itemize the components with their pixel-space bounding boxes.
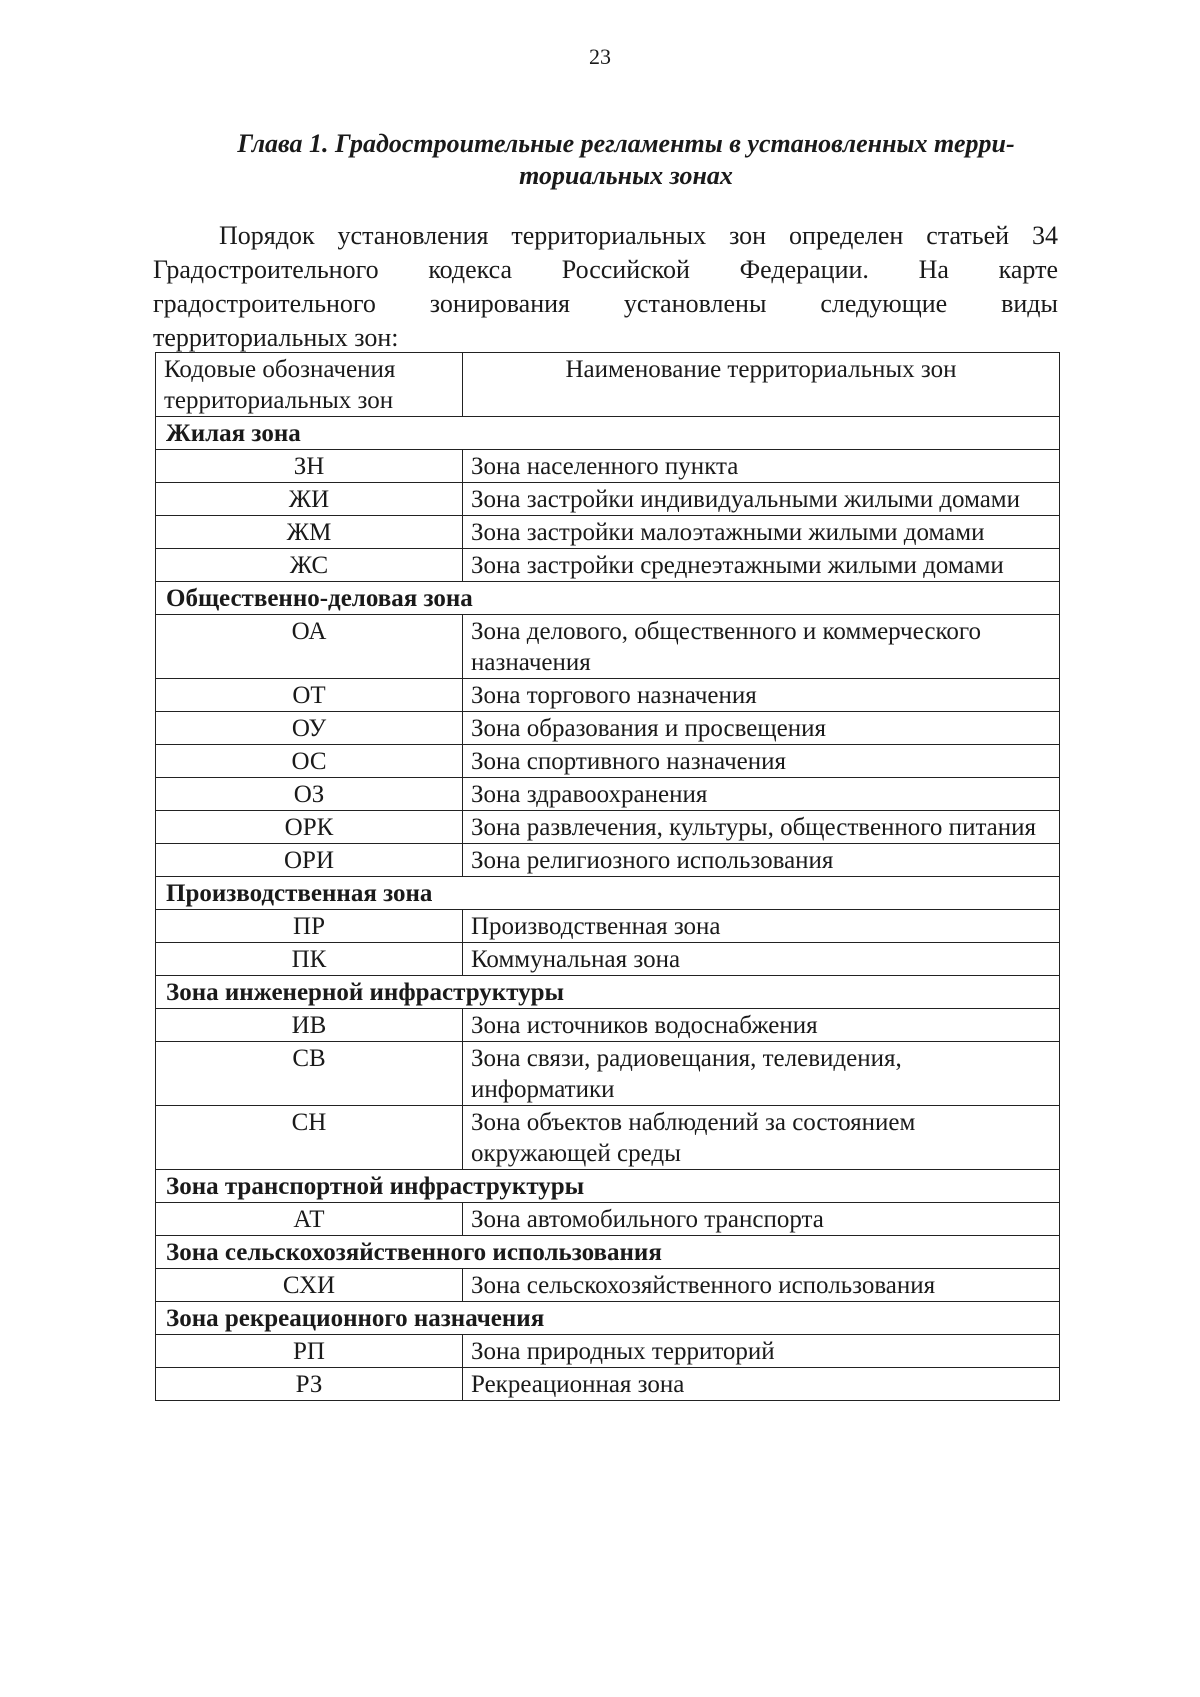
table-row bbox=[156, 943, 1060, 976]
zone-code: ОС bbox=[156, 745, 463, 778]
zone-name: Зона автомобильного транспорта bbox=[463, 1203, 1060, 1236]
table-row bbox=[156, 844, 1060, 877]
zones-table bbox=[155, 352, 1060, 1401]
header-name: Наименование территориальных зон bbox=[463, 353, 1060, 417]
zone-code: ПК bbox=[156, 943, 463, 976]
intro-paragraph: Порядок установления территориальных зон определен статьей 34 Градостроительного кодекса Российской Федерации. На карте градостроительного зонирования установлены следующие виды территориальных зон: bbox=[153, 221, 1058, 352]
chapter-title-line2: ториальных зонах bbox=[519, 161, 733, 190]
zone-name: Рекреационная зона bbox=[463, 1368, 1060, 1401]
zone-name: Зона спортивного назначения bbox=[463, 745, 1060, 778]
table-row bbox=[156, 483, 1060, 516]
zone-name: Зона образования и просвещения bbox=[463, 712, 1060, 745]
table-row bbox=[156, 1009, 1060, 1042]
zone-name: Зона застройки индивидуальными жилыми домами bbox=[463, 483, 1060, 516]
zone-code: СН bbox=[156, 1106, 463, 1170]
table-row bbox=[156, 615, 1060, 679]
table-row bbox=[156, 1203, 1060, 1236]
zone-name: Зона сельскохозяйственного использования bbox=[463, 1269, 1060, 1302]
zone-name: Зона застройки малоэтажными жилыми домами bbox=[463, 516, 1060, 549]
zone-code: ИВ bbox=[156, 1009, 463, 1042]
section-row bbox=[156, 1170, 1060, 1203]
zone-name: Зона объектов наблюдений за состоянием окружающей среды bbox=[463, 1106, 1060, 1170]
zone-code: АТ bbox=[156, 1203, 463, 1236]
table-row bbox=[156, 712, 1060, 745]
zone-name: Зона развлечения, культуры, общественного питания bbox=[463, 811, 1060, 844]
zone-code: ОРК bbox=[156, 811, 463, 844]
zones-table-body bbox=[156, 417, 1060, 1401]
section-title: Жилая зона bbox=[156, 417, 1060, 450]
table-row bbox=[156, 1335, 1060, 1368]
page-number: 23 bbox=[589, 44, 611, 69]
zone-code: ЖИ bbox=[156, 483, 463, 516]
section-row bbox=[156, 582, 1060, 615]
chapter-title-line1: Глава 1. Градостроительные регламенты в установленных терри- bbox=[237, 129, 1015, 158]
section-row bbox=[156, 417, 1060, 450]
zone-code: РП bbox=[156, 1335, 463, 1368]
zone-code: ПР bbox=[156, 910, 463, 943]
section-title: Зона сельскохозяйственного использования bbox=[156, 1236, 1060, 1269]
table-header-row bbox=[156, 353, 1060, 417]
zone-name: Производственная зона bbox=[463, 910, 1060, 943]
table-row bbox=[156, 745, 1060, 778]
zone-code: СВ bbox=[156, 1042, 463, 1106]
section-title: Зона инженерной инфраструктуры bbox=[156, 976, 1060, 1009]
section-row bbox=[156, 1302, 1060, 1335]
section-title: Общественно-деловая зона bbox=[156, 582, 1060, 615]
table-row bbox=[156, 1368, 1060, 1401]
section-title: Зона транспортной инфраструктуры bbox=[156, 1170, 1060, 1203]
table-row bbox=[156, 778, 1060, 811]
table-row bbox=[156, 1269, 1060, 1302]
chapter-title bbox=[196, 128, 1056, 192]
zone-code: ОУ bbox=[156, 712, 463, 745]
zone-code: СХИ bbox=[156, 1269, 463, 1302]
zone-code: ОЗ bbox=[156, 778, 463, 811]
zone-name: Зона населенного пункта bbox=[463, 450, 1060, 483]
zone-code: ЗН bbox=[156, 450, 463, 483]
table-row bbox=[156, 1042, 1060, 1106]
zone-name: Зона связи, радиовещания, телевидения, информатики bbox=[463, 1042, 1060, 1106]
section-title: Производственная зона bbox=[156, 877, 1060, 910]
section-row bbox=[156, 877, 1060, 910]
table-row bbox=[156, 679, 1060, 712]
zone-code: ОРИ bbox=[156, 844, 463, 877]
section-row bbox=[156, 976, 1060, 1009]
zone-name: Зона торгового назначения bbox=[463, 679, 1060, 712]
zone-name: Зона здравоохранения bbox=[463, 778, 1060, 811]
zone-name: Зона застройки среднеэтажными жилыми домами bbox=[463, 549, 1060, 582]
zone-code: РЗ bbox=[156, 1368, 463, 1401]
section-title: Зона рекреационного назначения bbox=[156, 1302, 1060, 1335]
zone-name: Зона природных территорий bbox=[463, 1335, 1060, 1368]
zone-code: ЖМ bbox=[156, 516, 463, 549]
section-row bbox=[156, 1236, 1060, 1269]
zone-name: Коммунальная зона bbox=[463, 943, 1060, 976]
header-code: Кодовые обозначения территориальных зон bbox=[156, 353, 463, 417]
table-row bbox=[156, 811, 1060, 844]
zone-code: ОТ bbox=[156, 679, 463, 712]
zone-code: ОА bbox=[156, 615, 463, 679]
table-row bbox=[156, 549, 1060, 582]
table-row bbox=[156, 910, 1060, 943]
zone-name: Зона источников водоснабжения bbox=[463, 1009, 1060, 1042]
table-row bbox=[156, 1106, 1060, 1170]
table-row bbox=[156, 516, 1060, 549]
zone-name: Зона делового, общественного и коммерческого назначения bbox=[463, 615, 1060, 679]
zone-name: Зона религиозного использования bbox=[463, 844, 1060, 877]
table-row bbox=[156, 450, 1060, 483]
zone-code: ЖС bbox=[156, 549, 463, 582]
